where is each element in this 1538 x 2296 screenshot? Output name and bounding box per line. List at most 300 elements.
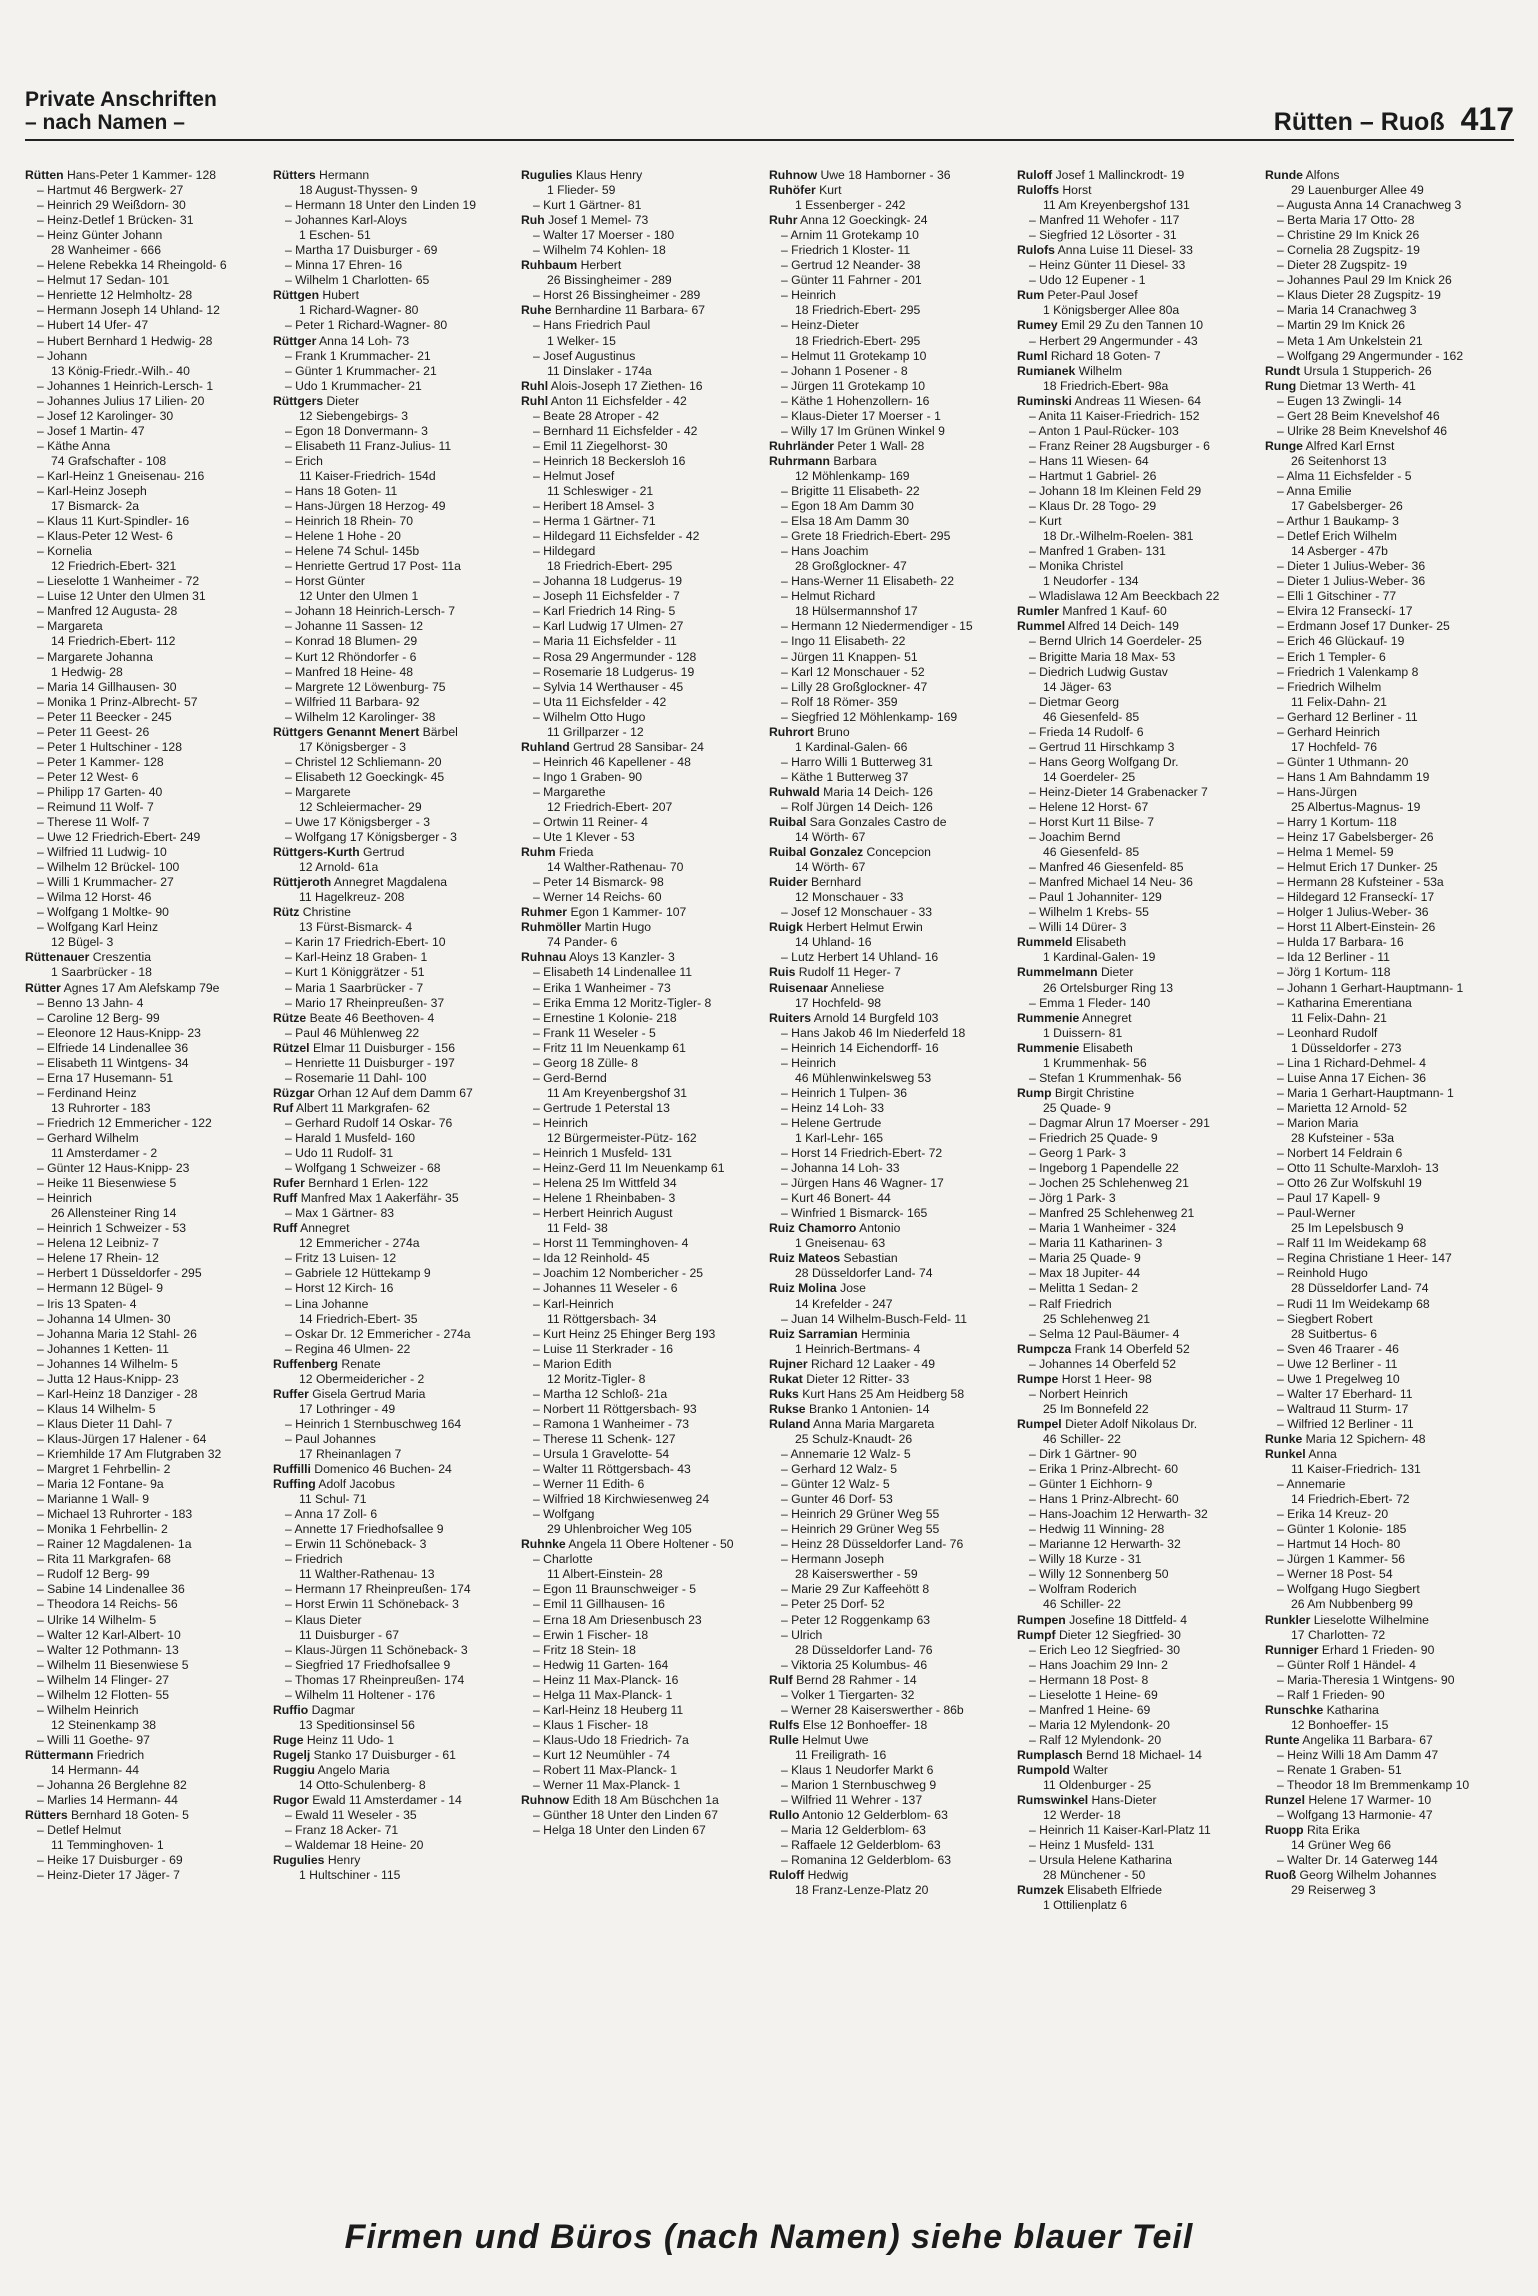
directory-entry: – Heinz-Dieter 14 Grabenacker 7 [1029,784,1208,799]
directory-entry: – Klaus Dieter 11 Dahl- 7 [37,1416,173,1431]
directory-entry: – Eleonore 12 Haus-Knipp- 23 [37,1025,201,1040]
directory-entry: 18 Dr.-Wilhelm-Roelen- 381 [1043,529,1194,544]
directory-column [521,168,769,2178]
directory-entry: – Wilfried 11 Wehrer - 137 [781,1793,923,1808]
directory-entry: – Dieter 28 Zugspitz- 19 [1277,258,1408,273]
directory-entry: 28 Düsseldorfer Land- 74 [795,1266,933,1281]
directory-entry: – Rita 11 Markgrafen- 68 [37,1552,171,1567]
directory-entry: – Charlotte [533,1552,593,1567]
directory-entry: – Renate 1 Graben- 51 [1277,1762,1402,1777]
directory-entry: – Meta 1 Am Unkelstein 21 [1277,333,1423,348]
directory-entry: – Hans Joachim [781,544,869,559]
directory-entry: – Helena 12 Leibniz- 7 [37,1236,159,1251]
directory-entry: Rüttgers-Kurth Gertrud [273,845,405,860]
surname: Rulfs [769,1717,800,1732]
directory-entry: – Dietmar Georg [1029,694,1120,709]
section-subtitle: – nach Namen – [25,111,185,134]
directory-entry: Ruiz Mateos Sebastian [769,1251,898,1266]
directory-entry: – Johannes 1 Heinrich-Lersch- 1 [37,378,214,393]
directory-entry: – Karl 12 Monschauer - 52 [781,664,925,679]
surname: Ruhöfer [769,183,816,198]
directory-entry: Ruf Albert 11 Markgrafen- 62 [273,1100,430,1115]
directory-entry: Ruhnau Aloys 13 Kanzler- 3 [521,950,675,965]
directory-entry: 14 Goerdeler- 25 [1043,769,1136,784]
surname: Ruis [769,965,796,980]
directory-entry: – Johannes 1 Ketten- 11 [37,1341,169,1356]
directory-entry: Rummenie Elisabeth [1017,1040,1133,1055]
directory-entry: – Diedrich Ludwig Gustav [1029,664,1168,679]
directory-entry: 17 Charlotten- 72 [1291,1627,1386,1642]
directory-entry: – Manfred 12 Augusta- 28 [37,604,178,619]
directory-entry: Rütz Christine [273,905,351,920]
directory-entry: – Werner 11 Edith- 6 [533,1477,645,1492]
directory-entry: – Rolf Jürgen 14 Deich- 126 [781,799,933,814]
directory-entry: – Wilhelm 1 Charlotten- 65 [285,273,430,288]
directory-entry: – Stefan 1 Krummenhak- 56 [1029,1070,1182,1085]
directory-entry: – Werner 11 Max-Planck- 1 [533,1778,681,1793]
directory-entry: 14 Jäger- 63 [1043,679,1112,694]
directory-entry: – Jürgen Hans 46 Wagner- 17 [781,1176,944,1191]
surname: Rüttgers [273,393,324,408]
directory-entry: – Therese 11 Schenk- 127 [533,1431,676,1446]
surname: Ruider [769,875,808,890]
directory-entry: 13 König-Friedr.-Wilh.- 40 [51,363,190,378]
surname: Rummeld [1017,935,1073,950]
directory-entry: – Johannes Julius 17 Lilien- 20 [37,393,205,408]
directory-entry: – Käthe Anna [37,438,111,453]
surname: Ruiz Chamorro [769,1221,857,1236]
directory-entry: Ruhrländer Peter 1 Wall- 28 [769,438,925,453]
directory-entry: 12 Monschauer - 33 [795,890,904,905]
directory-entry: – Hubert 14 Ufer- 47 [37,318,149,333]
directory-entry: – Hermann Joseph 14 Uhland- 12 [37,303,220,318]
directory-entry: – Helene 74 Schul- 145b [285,544,420,559]
directory-entry: – Raffaele 12 Gelderblom- 63 [781,1838,941,1853]
directory-entry: – Egon 18 Am Damm 30 [781,499,914,514]
directory-entry: – Erich [285,453,323,468]
surname: Rütters [273,168,316,182]
directory-entry: 17 Königsberger - 3 [299,739,407,754]
directory-entry: 1 Gneisenau- 63 [795,1236,886,1251]
directory-entry: – Lina Johanne [285,1296,369,1311]
directory-entry: – Margarete [285,784,351,799]
directory-entry: – Beate 28 Atroper - 42 [533,408,660,423]
directory-entry: – Hedwig 11 Winning- 28 [1029,1522,1165,1537]
surname: Ruhbaum [521,258,578,273]
directory-entry: – Caroline 12 Berg- 99 [37,1010,160,1025]
directory-entry: Rummeld Elisabeth [1017,935,1127,950]
directory-entry: – Hans Joachim 29 Inn- 2 [1029,1657,1168,1672]
directory-entry: – Otto 26 Zur Wolfskuhl 19 [1277,1176,1422,1191]
surname: Rumpen [1017,1612,1066,1627]
directory-entry: Rumpf Dieter 12 Siegfried- 30 [1017,1627,1181,1642]
directory-entry: – Elsa 18 Am Damm 30 [781,514,910,529]
directory-entry: – Mario 17 Rheinpreußen- 37 [285,995,445,1010]
directory-entry: – Erika 14 Kreuz- 20 [1277,1507,1389,1522]
directory-entry: – Klaus 1 Fischer- 18 [533,1717,649,1732]
surname: Ruff [273,1221,298,1236]
directory-entry: – Dirk 1 Gärtner- 90 [1029,1446,1137,1461]
directory-entry: – Hartmut 1 Gabriel- 26 [1029,468,1157,483]
directory-entry: – Horst 11 Albert-Einstein- 26 [1277,920,1436,935]
directory-column [769,168,1017,2178]
directory-entry: 1 Essenberger - 242 [795,198,906,213]
directory-entry: – Horst 14 Friedrich-Ebert- 72 [781,1146,943,1161]
directory-entry: 14 Asberger - 47b [1291,544,1388,559]
directory-entry: – Wolfgang 17 Königsberger - 3 [285,830,457,845]
directory-entry: 12 Unter den Ulmen 1 [299,589,419,604]
directory-entry: – Ralf Friedrich [1029,1296,1112,1311]
directory-entry: – Erwin 11 Schöneback- 3 [285,1537,427,1552]
directory-entry: – Helga 18 Unter den Linden 67 [533,1823,706,1838]
directory-entry: – Jürgen 1 Kammer- 56 [1277,1552,1406,1567]
directory-entry: – Johannes 14 Oberfeld 52 [1029,1356,1177,1371]
directory-entry: – Friedrich 1 Kloster- 11 [781,243,911,258]
directory-entry: – Klaus Dieter 28 Zugspitz- 19 [1277,288,1441,303]
directory-entry: – Karl-Heinrich [533,1296,614,1311]
directory-entry: Ruhrort Bruno [769,724,850,739]
directory-entry: – Rainer 12 Magdalenen- 1a [37,1537,192,1552]
directory-entry: 28 Suitbertus- 6 [1291,1326,1378,1341]
directory-entry: – Georg 1 Park- 3 [1029,1146,1126,1161]
directory-entry: – Winfried 1 Bismarck- 165 [781,1206,928,1221]
directory-entry: – Wilhelm 12 Brückel- 100 [37,860,180,875]
directory-entry: Rung Dietmar 13 Werth- 41 [1265,378,1416,393]
directory-entry: – Willy 18 Kurze - 31 [1029,1552,1142,1567]
surname: Rüttgers Genannt Menert [273,724,420,739]
directory-entry: 28 Kufsteiner - 53a [1291,1131,1394,1145]
directory-entry: 12 Friedrich-Ebert- 207 [547,799,673,814]
directory-entry: 14 Friedrich-Ebert- 35 [299,1311,418,1326]
directory-entry: – Johannes Paul 29 Im Knick 26 [1277,273,1452,288]
directory-entry: – Harry 1 Kortum- 118 [1277,815,1397,830]
directory-entry: – Wolfgang [533,1507,595,1522]
directory-entry: – Maria 1 Saarbrücker - 7 [285,980,424,995]
surname: Ruiz Molina [769,1281,837,1296]
directory-entry: – Kurt 46 Bonert- 44 [781,1191,891,1206]
directory-entry: – Gert 28 Beim Knevelshof 46 [1277,408,1440,423]
directory-entry: – Peter 1 Richard-Wagner- 80 [285,318,448,333]
directory-entry: – Josef Augustinus [533,348,636,363]
directory-entry: 1 Neudorfer - 134 [1043,574,1139,589]
directory-entry: Ruloff Josef 1 Mallinckrodt- 19 [1017,168,1185,182]
surname: Rummenie [1017,1040,1080,1055]
directory-entry: – Manfred Michael 14 Neu- 36 [1029,875,1193,890]
directory-entry: – Gerd-Bernd [533,1070,607,1085]
directory-entry: Runniger Erhard 1 Frieden- 90 [1265,1642,1435,1657]
directory-entry: – Ursula 1 Gravelotte- 54 [533,1446,670,1461]
directory-entry: – Kurt 12 Rhöndorfer - 6 [285,649,417,664]
directory-entry: Runzel Helene 17 Warmer- 10 [1265,1793,1432,1808]
directory-entry: Rulfs Else 12 Bonhoeffer- 18 [769,1717,928,1732]
directory-entry: Rugor Ewald 11 Amsterdamer - 14 [273,1793,462,1808]
directory-entry: 11 Walther-Rathenau- 13 [299,1567,435,1582]
surname: Ruiters [769,1010,811,1025]
surname: Rufer [273,1176,305,1191]
directory-entry: – Udo 12 Eupener - 1 [1029,273,1146,288]
directory-entry: Runkler Lieselotte Wilhelmine [1265,1612,1429,1627]
directory-entry: – Willi 14 Dürer- 3 [1029,920,1127,935]
directory-entry: – Gertrud 12 Neander- 38 [781,258,921,273]
directory-entry: 12 Bürgermeister-Pütz- 162 [547,1131,697,1145]
directory-entry: 12 Werder- 18 [1043,1808,1121,1823]
directory-entry: – Heinz 17 Gabelsberger- 26 [1277,830,1434,845]
directory-entry: 12 Moritz-Tigler- 8 [547,1371,646,1386]
surname: Ruhrort [769,724,814,739]
directory-entry: 14 Uhland- 16 [795,935,872,950]
directory-entry: – Helma 1 Memel- 59 [1277,845,1394,860]
directory-entry: 14 Wörth- 67 [795,830,866,845]
directory-entry: – Heinz-Dieter 17 Jäger- 7 [37,1868,180,1883]
directory-entry: Rüttgers Genannt Menert Bärbel [273,724,458,739]
directory-entry: 11 Am Kreyenbergshof 31 [547,1085,688,1100]
directory-entry: – Harald 1 Musfeld- 160 [285,1131,416,1145]
directory-entry: – Heinrich [781,1055,836,1070]
directory-entry: – Wilhelm 12 Flotten- 55 [37,1687,170,1702]
directory-entry: – Günter 12 Haus-Knipp- 23 [37,1161,190,1176]
surname: Rulle [769,1732,799,1747]
directory-entry: – Hans-Jürgen [1277,784,1357,799]
directory-entry: 11 Temminghoven- 1 [51,1838,164,1853]
directory-entry: – Hartmut 46 Bergwerk- 27 [37,183,184,198]
directory-entry: – Hans 1 Am Bahndamm 19 [1277,769,1430,784]
surname: Rump [1017,1085,1052,1100]
directory-entry: – Wilhelm Otto Hugo [533,709,646,724]
directory-entry: – Anita 11 Kaiser-Friedrich- 152 [1029,408,1200,423]
directory-entry: – Erich Leo 12 Siegfried- 30 [1029,1642,1181,1657]
directory-entry: – Marlies 14 Hermann- 44 [37,1793,178,1808]
directory-entry: – Kurt 12 Neumühler - 74 [533,1747,670,1762]
directory-entry: 18 August-Thyssen- 9 [299,183,418,198]
directory-entry: – Gerhard Wilhelm [37,1131,139,1145]
surname: Rulf [769,1672,793,1687]
directory-entry: – Heinrich 11 Kaiser-Karl-Platz 11 [1029,1823,1211,1838]
directory-entry: – Heinrich 18 Rhein- 70 [285,514,414,529]
directory-entry: – Walter Dr. 14 Gaterweg 144 [1277,1853,1438,1868]
directory-entry: – Ralf 12 Mylendonk- 20 [1029,1732,1162,1747]
directory-entry: – Rosemarie 18 Ludgerus- 19 [533,664,695,679]
directory-entry: – Frieda 14 Rudolf- 6 [1029,724,1144,739]
directory-entry: – Erna 18 Am Driesenbusch 23 [533,1612,702,1627]
surname: Rujner [769,1356,808,1371]
directory-entry: – Horst 11 Temminghoven- 4 [533,1236,689,1251]
directory-entry: Ruigk Herbert Helmut Erwin [769,920,923,935]
directory-entry: – Ortwin 11 Reiner- 4 [533,815,648,830]
directory-entry: – Manfred 1 Heine- 69 [1029,1702,1151,1717]
directory-entry: Ruminski Andreas 11 Wiesen- 64 [1017,393,1202,408]
directory-entry: – Käthe 1 Hohenzollern- 16 [781,393,930,408]
directory-entry: 1 Königsberger Allee 80a [1043,303,1180,318]
directory-entry: Ruggiu Angelo Maria [273,1762,390,1777]
directory-entry: – Leonhard Rudolf [1277,1025,1378,1040]
directory-entry: – Dieter 1 Julius-Weber- 36 [1277,574,1426,589]
surname: Rüttger [273,333,317,348]
directory-entry: – Heike 11 Biesenwiese 5 [37,1176,177,1191]
directory-entry: – Karl Ludwig 17 Ulmen- 27 [533,619,684,634]
directory-entry: – Heinrich 46 Kapellener - 48 [533,754,691,769]
directory-entry: – Paul 17 Kapell- 9 [1277,1191,1380,1206]
directory-entry: – Hermann 28 Kufsteiner - 53a [1277,875,1444,890]
directory-entry: 14 Wörth- 67 [795,860,866,875]
directory-entry: Rütters Bernhard 18 Goten- 5 [25,1808,189,1823]
directory-entry: – Günter 1 Eichhorn- 9 [1029,1477,1153,1492]
directory-entry: – Wilfried 11 Barbara- 92 [285,694,420,709]
directory-entry: Rumplasch Bernd 18 Michael- 14 [1017,1747,1202,1762]
directory-entry: – Werner 14 Reichs- 60 [533,890,662,905]
directory-entry: – Hermann 18 Unter den Linden 19 [285,198,477,213]
directory-entry: – Ulrike 28 Beim Knevelshof 46 [1277,423,1448,438]
directory-entry: Runke Maria 12 Spichern- 48 [1265,1431,1426,1446]
directory-entry: Rugulies Henry [273,1853,361,1868]
directory-entry: – Maria 12 Gelderblom- 63 [781,1823,926,1838]
directory-entry: – Uwe 17 Königsberger - 3 [285,815,430,830]
directory-entry: – Heinz 11 Max-Planck- 16 [533,1672,679,1687]
directory-entry: – Herbert 29 Angermunder - 43 [1029,333,1198,348]
surname: Rugor [273,1793,309,1808]
directory-entry: – Marion 1 Sternbuschweg 9 [781,1778,937,1793]
directory-entry: 25 Im Bonnefeld 22 [1043,1401,1149,1416]
directory-entry: – Peter 1 Hultschiner - 128 [37,739,182,754]
directory-entry: – Kurt [1029,514,1062,529]
directory-entry: – Ingeborg 1 Papendelle 22 [1029,1161,1179,1176]
surname: Ruhrmann [769,453,830,468]
surname: Rütz [273,905,300,920]
directory-entry: – Kurt Heinz 25 Ehinger Berg 193 [533,1326,716,1341]
directory-entry: – Thomas 17 Rheinpreußen- 174 [285,1672,465,1687]
directory-entry: 1 Ottilienplatz 6 [1043,1898,1128,1913]
surname: Rumpold [1017,1762,1070,1777]
directory-entry: – Sylvia 14 Werthauser - 45 [533,679,684,694]
directory-entry: – Wilhelm 14 Flinger- 27 [37,1672,170,1687]
directory-entry: – Werner 18 Post- 54 [1277,1567,1393,1582]
directory-entry: Rütze Beate 46 Beethoven- 4 [273,1010,435,1025]
surname: Ruff [273,1191,298,1206]
directory-entry: – Iris 13 Spaten- 4 [37,1296,137,1311]
directory-entry: – Heinz Willi 18 Am Damm 47 [1277,1747,1439,1762]
directory-entry: – Ulrich [781,1627,823,1642]
surname: Rummenie [1017,1010,1080,1025]
directory-entry: – Wolfgang Hugo Siegbert [1277,1582,1420,1597]
directory-entry: 12 Obermeidericher - 2 [299,1371,425,1386]
directory-entry: – Günter 1 Kolonie- 185 [1277,1522,1407,1537]
directory-entry: – Helene Rebekka 14 Rheingold- 6 [37,258,227,273]
directory-entry: Ruhnke Angela 11 Obere Holtener - 50 [521,1537,734,1552]
surname: Ruloff [1017,168,1053,182]
directory-entry: – Johanna 26 Berglehne 82 [37,1778,187,1793]
directory-entry: – Hubert Bernhard 1 Hedwig- 28 [37,333,213,348]
directory-entry: – Margareta [37,619,103,634]
directory-entry: 11 Röttgersbach- 34 [547,1311,657,1326]
directory-entry: – Marianne 12 Herwarth- 32 [1029,1537,1181,1552]
directory-entry: – Wilfried 12 Berliner - 11 [1277,1416,1414,1431]
directory-entry: 11 Felix-Dahn- 21 [1291,694,1387,709]
directory-entry: Ruhnow Uwe 18 Hamborner - 36 [769,168,951,182]
directory-entry: – Margret 1 Fehrbellin- 2 [37,1462,171,1477]
directory-entry: – Annette 17 Friedhofsallee 9 [285,1522,444,1537]
directory-entry: – Gunter 46 Dorf- 53 [781,1492,893,1507]
surname: Ruhland [521,739,570,754]
directory-entry: 46 Schiller- 22 [1043,1431,1121,1446]
directory-entry: 17 Hochfeld- 98 [795,995,882,1010]
directory-entry: – Margarethe [533,784,606,799]
directory-entry: 25 Schlehenweg 21 [1043,1311,1151,1326]
directory-column [1265,168,1513,2178]
directory-entry: – Fritz 11 Im Neuenkamp 61 [533,1040,686,1055]
directory-entry: – Martin 29 Im Knick 26 [1277,318,1406,333]
directory-entry: 14 Krefelder - 247 [795,1296,893,1311]
directory-entry: – Dagmar Alrun 17 Moerser - 291 [1029,1115,1210,1130]
directory-entry: – Johannes 14 Wilhelm- 5 [37,1356,178,1371]
directory-entry: – Norbert 14 Feldrain 6 [1277,1146,1403,1161]
directory-entry: – Luise 12 Unter den Ulmen 31 [37,589,206,604]
directory-entry: – Hedwig 11 Garten- 164 [533,1657,669,1672]
directory-entry: – Udo 11 Rudolf- 31 [285,1146,394,1161]
directory-entry: 11 Freiligrath- 16 [795,1747,887,1762]
directory-entry: – Willi 1 Krummacher- 27 [37,875,174,890]
directory-entry: 11 Dinslaker - 174a [547,363,652,378]
surname: Rum [1017,288,1045,303]
directory-entry: – Manfred 18 Heine- 48 [285,664,414,679]
directory-column [273,168,521,2178]
directory-entry: – Maria 25 Quade- 9 [1029,1251,1141,1266]
directory-entry: – Helene 17 Rhein- 12 [37,1251,159,1266]
surname: Ruffing [273,1477,316,1492]
directory-entry: 12 Bügel- 3 [51,935,114,950]
surname: Rumswinkel [1017,1793,1089,1808]
directory-entry: – Peter 12 West- 6 [37,769,139,784]
directory-entry: – Heinz-Detlef 1 Brücken- 31 [37,213,194,228]
directory-entry: Rüttgers Dieter [273,393,360,408]
surname: Ruhl [521,393,549,408]
directory-entry: – Hans-Jürgen 18 Herzog- 49 [285,499,446,514]
directory-entry: – Walter 17 Moerser - 180 [533,228,675,243]
directory-entry: – Udo 1 Krummacher- 21 [285,378,422,393]
directory-entry: Rüttenauer Creszentia [25,950,151,965]
directory-entry: 29 Reiserweg 3 [1291,1883,1376,1898]
surname: Rumler [1017,604,1059,619]
directory-entry: – Johann 18 Heinrich-Lersch- 7 [285,604,456,619]
directory-entry: – Max 18 Jupiter- 44 [1029,1266,1141,1281]
directory-entry: 12 Steinenkamp 38 [51,1717,157,1732]
directory-entry: – Maria 1 Gerhart-Hauptmann- 1 [1277,1085,1454,1100]
directory-entry: – Uwe 12 Friedrich-Ebert- 249 [37,830,201,845]
directory-entry: 13 Ruhrorter - 183 [51,1100,151,1115]
directory-entry: 46 Schiller- 22 [1043,1597,1121,1612]
directory-entry: – Therese 11 Wolf- 7 [37,815,150,830]
directory-entry: – Erich 1 Templer- 6 [1277,649,1386,664]
surname: Rumpel [1017,1416,1062,1431]
surname: Rützel [273,1040,310,1055]
directory-entry: – Konrad 18 Blumen- 29 [285,634,418,649]
surname: Rumpcza [1017,1341,1072,1356]
directory-entry: – Heinz-Dieter [781,318,859,333]
directory-entry: – Hermann 17 Rheinpreußen- 174 [285,1582,471,1597]
directory-entry: – Herbert Heinrich August [533,1206,673,1221]
directory-entry: – Josef 1 Martin- 47 [37,423,145,438]
directory-entry: – Josef 12 Monschauer - 33 [781,905,933,920]
surname: Rumzek [1017,1883,1064,1898]
directory-entry: 18 Hülsermannshof 17 [795,604,918,619]
directory-entry: – Heinrich 14 Eichendorff- 16 [781,1040,939,1055]
directory-entry: – Maria 12 Mylendonk- 20 [1029,1717,1170,1732]
directory-entry: – Klaus-Jürgen 11 Schöneback- 3 [285,1642,468,1657]
directory-entry: Ruge Heinz 11 Udo- 1 [273,1732,395,1747]
surname: Ruhrländer [769,438,835,453]
directory-entry: – Annemarie [1277,1477,1346,1492]
surname: Runkel [1265,1446,1306,1461]
directory-entry: – Wilhelm Heinrich [37,1702,139,1717]
directory-entry: – Anton 1 Paul-Rücker- 103 [1029,423,1179,438]
